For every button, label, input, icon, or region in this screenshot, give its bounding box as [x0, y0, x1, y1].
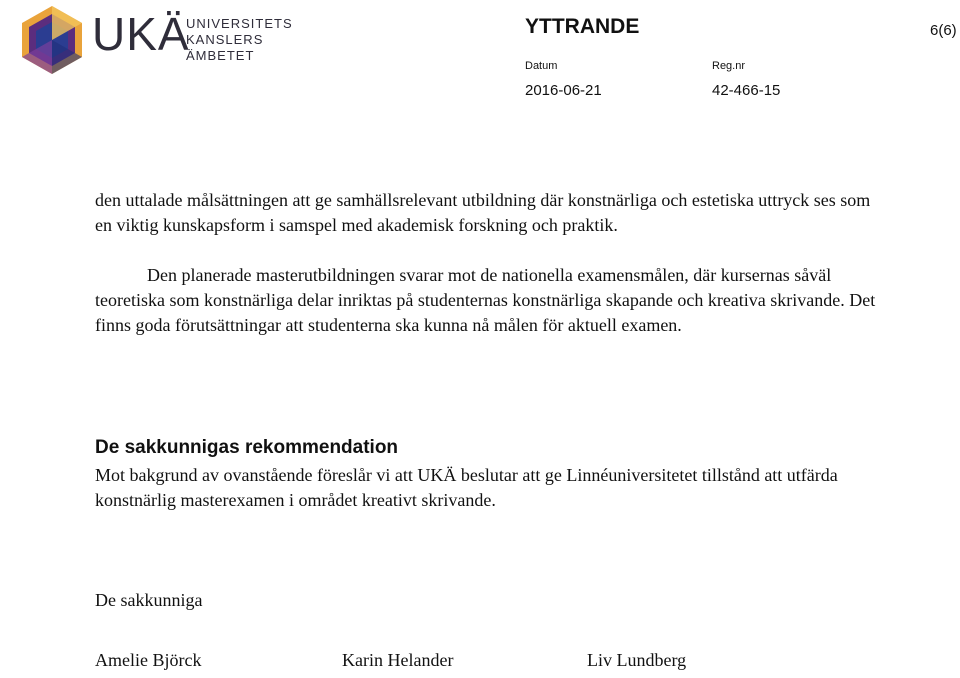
- page-number: 6(6): [930, 22, 957, 39]
- logo-agency-name: [186, 16, 293, 64]
- paragraph: Den planerade masterutbildningen svarar mot de nationella examensmålen, där kursernas såväl teoretiska som konstnärliga delar inriktas på studenternas konstnärliga skapande och kreativa skrivande. Det finns goda förutsättningar att studenterna ska kunna nå målen för aktuell examen.: [95, 265, 876, 335]
- signer-name: Karin Helander: [342, 650, 454, 670]
- signer-name: Liv Lundberg: [587, 650, 687, 670]
- paragraph: den uttalade målsättningen att ge samhällsrelevant utbildning där konstnärliga och estetiska uttryck ses som en viktig kunskapsform i samspel med akademisk forskning och praktik.: [95, 190, 871, 235]
- uka-logo-icon: [18, 4, 86, 76]
- signer-name: Amelie Björck: [95, 650, 202, 670]
- date-label: Datum: [525, 60, 558, 72]
- signoff: De sakkunniga: [95, 590, 203, 610]
- paragraph: Mot bakgrund av ovanstående föreslår vi att UKÄ beslutar att ge Linnéuniversitetet tillstånd att utfärda konstnärlig masterexamen i området kreativt skrivande.: [95, 465, 838, 510]
- logo-wordmark: UKÄ: [92, 8, 190, 60]
- logo-line: ÄMBETET: [186, 48, 255, 63]
- section-heading: De sakkunnigas rekommendation: [95, 437, 399, 458]
- logo-line: KANSLERS: [186, 32, 264, 47]
- document-type: YTTRANDE: [525, 15, 640, 38]
- date-value: 2016-06-21: [525, 82, 602, 99]
- regnr-value: 42-466-15: [712, 82, 781, 99]
- regnr-label: Reg.nr: [712, 60, 746, 72]
- logo-line: UNIVERSITETS: [186, 16, 293, 31]
